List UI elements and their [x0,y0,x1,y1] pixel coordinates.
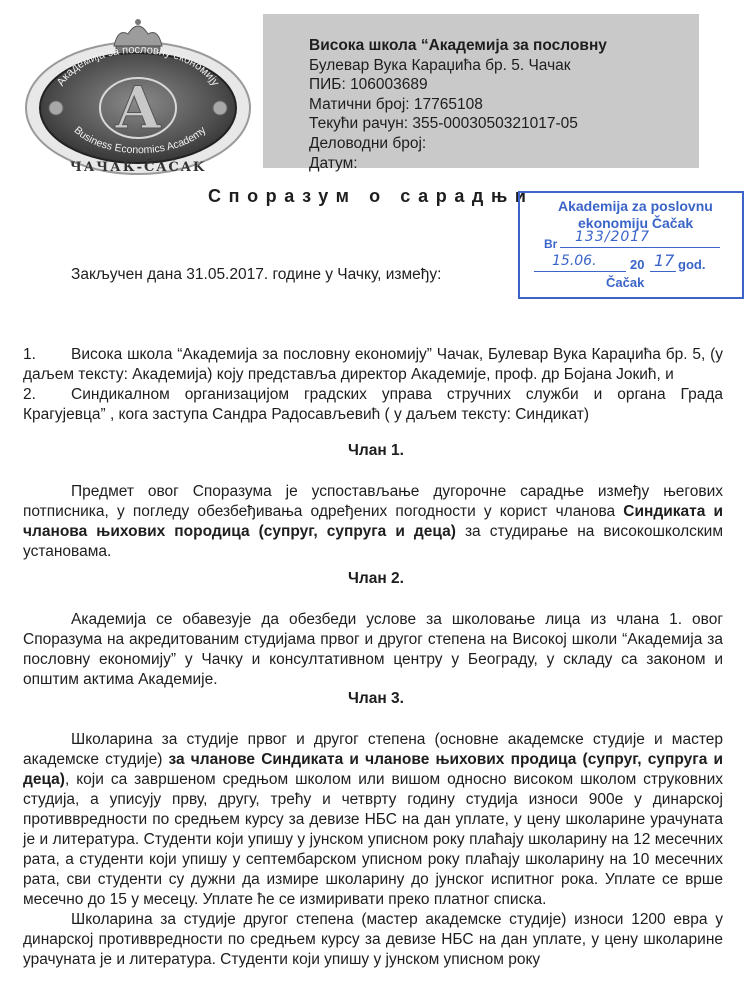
address: Булевар Вука Караџића бр. 5. Чачак [309,56,571,74]
article-3-body [23,730,723,970]
article-1-heading: Члан 1. [348,442,404,459]
reference-number: Деловодни број: [309,134,427,152]
party-text: Синдикалном организацијом градских управа стручних служби и органа Града Крагујевца” , кога заступа Сандра Радосављевић ( у даљем тексту: Синдикат) [23,386,723,423]
party-item [23,385,723,425]
article-3-heading: Члан 3. [348,690,404,707]
bank-account: Текући рачун: 355-0003050321017-05 [309,115,578,133]
letterhead-info [309,36,607,173]
stamp-line1: Akademija za poslovnu [558,198,713,214]
article-2-heading: Члан 2. [348,570,404,587]
bold-run: Синдиката и чланова њихових породица (супруг, супруга и деца) [23,503,723,540]
parties-list [23,345,723,425]
bold-run: за чланове Синдиката и чланове њихових продица (супруг, супруга и деца) [23,751,723,788]
stamp-city: Čačak [606,275,645,290]
date-field: Датум: [309,154,358,172]
text-run: за студирање на високошколским установама. [23,523,723,560]
logo-city: ЧАЧАК-ČAČAK [69,160,207,175]
registry-number: Матични број: 17765108 [309,95,483,113]
text-run: , који са завршеном средњом школом или вишом односно високом школом струковних студија, а уписују прву, другу, трећу и четврту годину студија износи 900е у динарској противвредности по средњем курсу за девизе НБС на дан уплате, у цену школарине урачуната је и литература. Студенти који упишу у јунском уписном року плаћају школарину на 12 месечних рата, а студенти који упишу у септембарском уписном року плаћају школарину на 10 месечних рата, сви студенти су дужни да измире школарину до јунског испитног рока. Уплате се врше месечно до 15 у месецу. Уплате ће се измиривати преко платног списка. [23,771,723,908]
stamp-year-line [650,271,676,272]
text-run: Школарина за студије првог и другог степена (основне академске студије и мастер академске студије) [23,731,723,768]
stamp-date-value: 15.06. [552,253,597,269]
party-number: 1. [23,346,36,363]
party-item [23,345,723,385]
article-3-paragraph-1 [23,730,723,910]
text-run: Предмет овог Споразума је успостављање дугорочне сарадње између његових потписника, у погледу обезбеђивања одређених погодности у корист чланова [23,483,723,520]
stamp-br-label: Br [544,237,558,251]
stamp-year-value: 17 [654,251,675,270]
monogram: A [115,74,161,142]
party-number: 2. [23,386,36,403]
logo-arc-top: Академија за пословну економију [54,43,222,89]
party-text: Висока школа “Академија за пословну економију” Чачак, Булевар Вука Караџића бр. 5, (у даљем тексту: Академија) коју представља директор Академије, проф. др Бојана Јокић, и [23,346,723,383]
stamp-date-line [534,271,626,272]
article-2-paragraph: Академија се обавезује да обезбеди услове за школовање лица из члана 1. овог Споразума на акредитованим студијама првог и другог степена на Високој школи “Академија за пословну економију” у Чачку и консултативном центру у Београду, у складу са законом и општим актима Академије. [23,611,723,688]
logo-arc-bottom: Business Economics Academy [71,124,209,157]
stamp-br-value: 133/2017 [575,229,651,245]
stamp-line2: ekonomiju Čačak [578,215,694,231]
academy-logo [18,8,256,180]
stamp-br-line [560,247,720,248]
concluded-line: Закључен дана 31.05.2017. године у Чачку, између: [71,266,442,283]
stamp-year-prefix: 20 [630,257,645,272]
article-1-body [23,482,723,562]
stamp-year-suffix: god. [678,257,706,272]
document-title: Споразум о сарадњи [208,186,534,206]
institution-name: Висока школа “Академија за пословну [309,37,607,54]
academy-emblem-icon [18,8,256,180]
article-1-paragraph [23,482,723,562]
registration-stamp [518,191,744,299]
article-2-body [23,610,723,690]
pib: ПИБ: 106003689 [309,76,428,94]
article-3-paragraph-2: Школарина за студије другог степена (мастер академске студије) износи 1200 евра у динарској противвредности по средњем курсу за девизе НБС на дан уплате, у цену школарине урачуната је и литература. Студенти који упишу у јунском уписном року [23,911,723,968]
